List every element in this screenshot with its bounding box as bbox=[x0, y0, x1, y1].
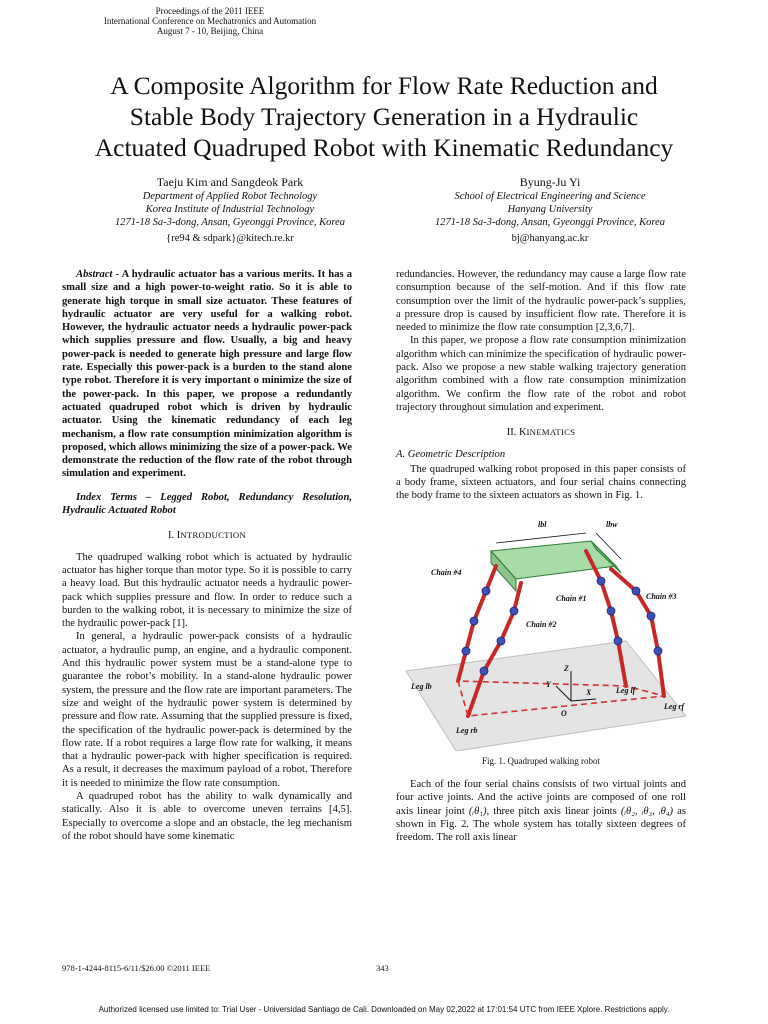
abstract bbox=[62, 268, 352, 481]
author-block-right bbox=[400, 174, 700, 245]
abstract-text: - A hydraulic actuator has a various merits. It has a small size and a high power-to-weight ratio. So it is able to generate high torque in small size actuator. These features of hydraulic actuator are very useful for a walking robot. However, the hydraulic actuator needs a hydraulic power-pack which supplies pressure and flow. Usually, a big and heavy power-pack is needed to generate high pressure and large flow rate. Especially this power-pack is a burden to the stand alone type robot. Therefore it is very important o minimize the size of the power-pack. In this paper, we propose a redundantly actuated quadruped robot which is driven by hydraulic actuator. Using the kinematic redundancy of each leg mechanism, a flow rate consumption minimization algorithm is proposed, which allows minimizing the size of a power-pack. We demonstrate the reduction of the flow rate of the robot through simulation and experiment. bbox=[62, 269, 352, 480]
author-institute: Korea Institute of Industrial Technology bbox=[145, 204, 315, 215]
math-pitch-joints: (ᵢθ₂, ᵢθ₃, ᵢθ₄) bbox=[620, 805, 674, 817]
label-leg-rf: Leg rf bbox=[664, 701, 685, 711]
abstract-lead: Abstract bbox=[76, 269, 113, 280]
dimension-line-lbl bbox=[496, 533, 586, 543]
conference-line-3: August 7 - 10, Beijing, China bbox=[156, 26, 264, 36]
license-footer: Authorized licensed use limited to: Trial User - Universidad Santiago de Cali. Downloaded on May 02,2022 at 17:01:54 UTC from IEEE Xplore. Restrictions apply. bbox=[98, 1005, 670, 1014]
section-heading-kinematics: II. KINEMATICS bbox=[506, 427, 576, 439]
kinematics-paragraph-2: Each of the four serial chains consists of two virtual joints and four active joints. And the active joints are composed of one roll axis linear joint (ᵢθ₁), three pitch axis linear joints (ᵢθ₂, ᵢθ₃, ᵢθ₄) as shown in Fig. 2. The whole system has totally sixteen degrees of freedom. The roll axis linear bbox=[396, 779, 686, 844]
title-line-3: Actuated Quadruped Robot with Kinematic Redundancy bbox=[94, 133, 674, 162]
quadruped-robot-illustration bbox=[396, 511, 686, 751]
footer-isbn: 978-1-4244-8115-6/11/$26.00 ©2011 IEEE bbox=[62, 963, 211, 973]
ground-plane bbox=[406, 641, 686, 751]
author-institute: Hanyang University bbox=[507, 204, 593, 215]
label-chain2: Chain #2 bbox=[526, 619, 557, 629]
title-line-1: A Composite Algorithm for Flow Rate Reduction and bbox=[110, 71, 658, 100]
author-email: bj@hanyang.ac.kr bbox=[511, 233, 589, 244]
label-chain4: Chain #4 bbox=[431, 567, 462, 577]
author-address: 1271-18 Sa-3-dong, Ansan, Gyeonggi Province, Korea bbox=[435, 217, 665, 228]
index-terms: Index Terms – Legged Robot, Redundancy Resolution, Hydraulic Actuated Robot bbox=[62, 491, 352, 517]
intro-paragraph-3: A quadruped robot has the ability to walk dynamically and statically. Also it is able to overcome uneven terrains [4,5]. Especially to overcome a slope and an obstacle, the leg mechanism of the robot should have some kinematic bbox=[62, 790, 352, 842]
author-email: {re94 & sdpark}@kitech.re.kr bbox=[166, 233, 294, 244]
figure-1 bbox=[396, 511, 686, 751]
label-lbw: lbw bbox=[606, 519, 618, 529]
title-line-2: Stable Body Trajectory Generation in a Hydraulic bbox=[129, 102, 639, 131]
label-axis-z: Z bbox=[564, 663, 569, 673]
page-number: 343 bbox=[376, 963, 389, 973]
subsection-heading: A. Geometric Description bbox=[396, 448, 506, 460]
label-chain3: Chain #3 bbox=[646, 591, 677, 601]
conference-header bbox=[50, 6, 370, 36]
label-origin: O bbox=[561, 708, 567, 718]
author-department: School of Electrical Engineering and Science bbox=[454, 191, 646, 202]
label-leg-rb: Leg rb bbox=[456, 725, 478, 735]
label-chain1: Chain #1 bbox=[556, 593, 587, 603]
math-roll-joint: (ᵢθ₁) bbox=[468, 805, 487, 817]
label-lbl: lbl bbox=[538, 519, 547, 529]
author-address: 1271-18 Sa-3-dong, Ansan, Gyeonggi Province, Korea bbox=[115, 217, 345, 228]
author-block-left bbox=[60, 174, 400, 245]
label-axis-y: Y bbox=[546, 679, 551, 689]
paper-title bbox=[20, 70, 748, 163]
conference-line-2: International Conference on Mechatronics and Automation bbox=[103, 16, 317, 26]
author-name: Taeju Kim and Sangdeok Park bbox=[156, 175, 304, 189]
label-axis-x: X bbox=[586, 687, 592, 697]
intro-paragraph-1: The quadruped walking robot which is actuated by hydraulic actuator has higher torque than motor type. So it is possible to carry a heavy load. But this hydraulic actuator needs a hydraulic power-pack which supplies pressure and flow. In order to reduce such a burden to the walking robot, it is necessary to minimize the size of the hydraulic power-pack [1]. bbox=[62, 551, 352, 630]
section-heading-introduction: I. INTRODUCTION bbox=[168, 530, 246, 542]
intro-paragraph-2: In general, a hydraulic power-pack consists of a hydraulic actuator, a hydraulic pump, an engine, and a hydraulic component. And this hydraulic power system must be a stand-alone type to guarantee the robot’s mobility. In a stand-alone hydraulic power system, the pressure and the flow rate are important parameters. The size and weight of the hydraulic power system is determined by pressure and flow rate. Assuming that the supplied pressure is fixed, the specification of the hydraulic power-pack is determined by the flow rate. If a robot requires a large flow rate for walking, it means that a hydraulic power-pack with higher specification is required. As a result, it decreases the maximum payload of a robot. Therefore it is needed to minimize the flow rate consumption. bbox=[62, 631, 352, 789]
figure-1-caption: Fig. 1. Quadruped walking robot bbox=[482, 755, 600, 766]
left-column bbox=[62, 268, 352, 843]
label-leg-lb: Leg lb bbox=[411, 681, 432, 691]
conference-line-1: Proceedings of the 2011 IEEE bbox=[155, 6, 265, 16]
kinematics-paragraph-1: The quadruped walking robot proposed in this paper consists of a body frame, sixteen actuators, and four serial chains connecting the body frame to the sixteen actuators as shown in Fig. 1. bbox=[396, 463, 686, 502]
author-department: Department of Applied Robot Technology bbox=[142, 191, 318, 202]
intro-continuation: redundancies. However, the redundancy may cause a large flow rate consumption because of the self-motion. And if this flow rate consumption over the limit of the hydraulic power-pack’s supplies, a pressure drop is caused by insufficient flow rate. Therefore it is needed to minimize the flow rate consumption [2,3,6,7]. bbox=[396, 269, 686, 334]
intro-paragraph-4: In this paper, we propose a flow rate consumption minimization algorithm which can minimize the specification of hydraulic power-pack. Also we propose a new stable walking trajectory generation algorithm combined with a flow rate consumption minimization algorithm. We confirm the flow rate of the robot and robot trajectory throughout simulation and experiment. bbox=[396, 335, 686, 413]
author-name: Byung-Ju Yi bbox=[519, 175, 581, 189]
right-column bbox=[396, 268, 686, 845]
label-leg-lf: Leg lf bbox=[616, 685, 636, 695]
